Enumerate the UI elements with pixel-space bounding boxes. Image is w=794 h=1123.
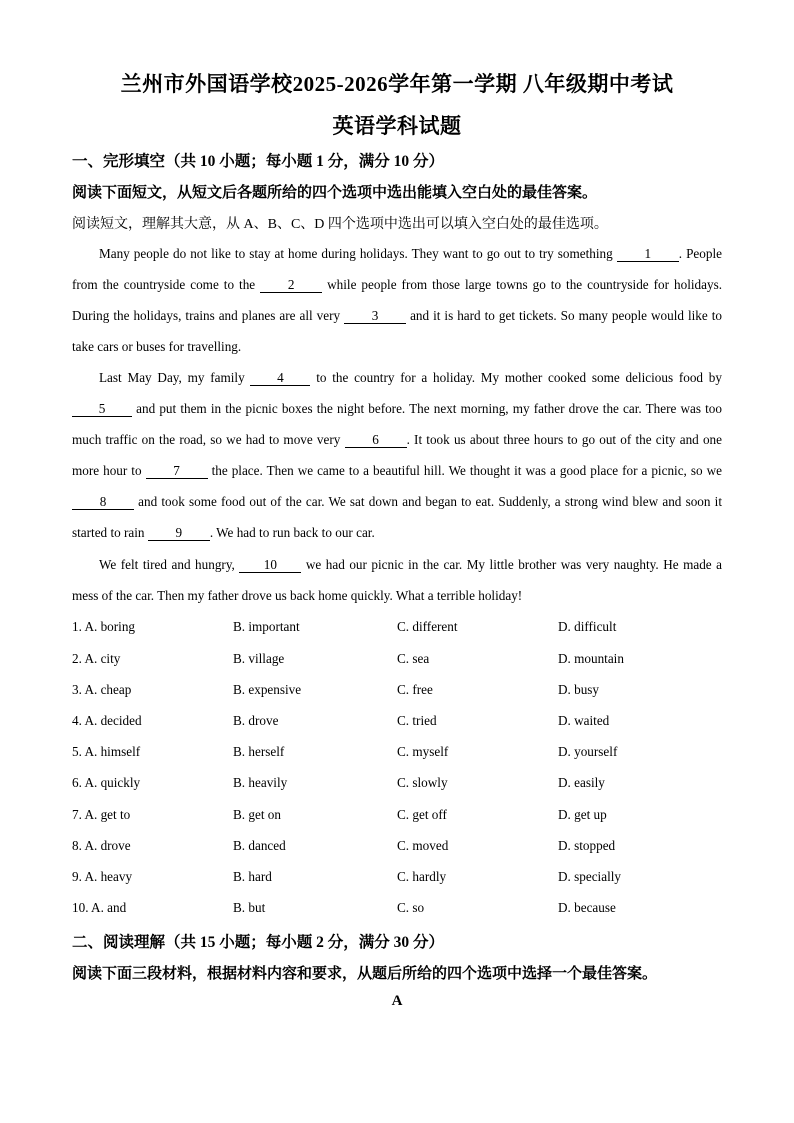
section1-instruction: 阅读下面短文，从短文后各题所给的四个选项中选出能填入空白处的最佳答案。: [72, 185, 598, 201]
p2-text-2: to the country for a holiday. My mother cooked some delicious food by: [310, 370, 722, 385]
exam-subtitle: 英语学科试题: [332, 114, 462, 138]
blank-4: 4: [250, 371, 310, 386]
section2-heading: 二、阅读理解（共 15 小题；每小题 2 分，满分 30 分）: [72, 934, 445, 951]
option-c: C. tried: [397, 713, 437, 728]
blank-10: 10: [239, 558, 301, 573]
p2-text-3: and put them in the picnic boxes the night before. The next morning, my father drove the car. There was too much traffic on the road, so we had to move very: [72, 401, 722, 448]
option-b: B. heavily: [233, 775, 288, 790]
passage-paragraph-3: [72, 549, 722, 611]
option-d: D. specially: [558, 869, 621, 884]
option-d: D. busy: [558, 682, 600, 697]
option-b: B. hard: [233, 869, 272, 884]
option-a: 4. A. decided: [72, 713, 142, 728]
blank-9: 9: [148, 526, 210, 541]
option-b: B. drove: [233, 713, 279, 728]
p1-text-2: . People from the countryside come to the: [72, 246, 722, 293]
option-c: C. get off: [397, 807, 447, 822]
option-c: C. sea: [397, 651, 430, 666]
blank-7: 7: [146, 464, 208, 479]
option-b: B. expensive: [233, 682, 302, 697]
question-row: [72, 744, 732, 764]
p3-text-1: We felt tired and hungry,: [99, 557, 240, 572]
option-d: D. because: [558, 900, 616, 915]
question-row: [72, 900, 732, 920]
question-row: [72, 682, 732, 702]
blank-1: 1: [617, 247, 679, 262]
p2-text-1: Last May Day, my family: [99, 370, 251, 385]
p2-text-7: . We had to run back to our car.: [209, 525, 375, 541]
option-c: C. free: [397, 682, 433, 697]
option-b: B. herself: [233, 744, 285, 759]
question-row: [72, 713, 732, 733]
blank-5: 5: [72, 402, 132, 417]
option-a: 6. A. quickly: [72, 775, 141, 790]
option-b: B. get on: [233, 807, 281, 822]
option-b: B. danced: [233, 838, 286, 853]
blank-2: 2: [260, 278, 322, 293]
p1-text-1: Many people do not like to stay at home during holidays. They want to go out to try something: [99, 246, 617, 261]
option-a: 2. A. city: [72, 651, 121, 666]
p1-text-4: and it is hard to get tickets. So many people would like to take cars or buses for travelling.: [72, 308, 722, 355]
option-c: C. different: [397, 619, 458, 634]
question-row: [72, 775, 732, 795]
passage-paragraph-2: [72, 362, 722, 549]
section1-heading: 一、完形填空（共 10 小题；每小题 1 分，满分 10 分）: [72, 153, 445, 170]
option-c: C. so: [397, 900, 425, 915]
question-row: [72, 651, 732, 671]
p2-text-4: . It took us about three hours to go out of the city and one more hour to: [72, 432, 722, 479]
blank-6: 6: [345, 433, 407, 448]
option-a: 7. A. get to: [72, 807, 131, 822]
question-row: [72, 838, 732, 858]
option-d: D. yourself: [558, 744, 618, 759]
p2-text-6: and took some food out of the car. We sat down and began to eat. Suddenly, a strong wind blew and soon it started to rain: [72, 494, 722, 541]
option-c: C. slowly: [397, 775, 448, 790]
option-c: C. myself: [397, 744, 449, 759]
p3-text-2: we had our picnic in the car. My little brother was very naughty. He made a mess of the car. Then my father drove us back home quickly. What a terrible holiday!: [72, 557, 722, 604]
question-row: [72, 869, 732, 889]
option-d: D. difficult: [558, 619, 617, 634]
option-d: D. mountain: [558, 651, 624, 666]
passage-paragraph-1: [72, 238, 722, 362]
option-b: B. important: [233, 619, 300, 634]
blank-3: 3: [344, 309, 406, 324]
option-a: 1. A. boring: [72, 619, 136, 634]
option-c: C. moved: [397, 838, 449, 853]
option-a: 8. A. drove: [72, 838, 131, 853]
option-b: B. village: [233, 651, 285, 666]
p1-text-3: while people from those large towns go to the countryside for holidays. During the holidays, trains and planes are all very: [72, 277, 722, 324]
passage-a-label: A: [391, 993, 403, 1009]
section2-instruction: 阅读下面三段材料，根据材料内容和要求，从题后所给的四个选项中选择一个最佳答案。: [72, 966, 658, 982]
option-b: B. but: [233, 900, 266, 915]
blank-8: 8: [72, 495, 134, 510]
option-a: 3. A. cheap: [72, 682, 132, 697]
option-a: 9. A. heavy: [72, 869, 133, 884]
p2-text-5: the place. Then we came to a beautiful hill. We thought it was a good place for a picnic, so we: [207, 463, 722, 479]
option-c: C. hardly: [397, 869, 447, 884]
option-d: D. stopped: [558, 838, 616, 853]
option-a: 5. A. himself: [72, 744, 141, 759]
option-d: D. get up: [558, 807, 607, 822]
option-d: D. easily: [558, 775, 605, 790]
option-a: 10. A. and: [72, 900, 127, 915]
question-row: [72, 807, 732, 827]
exam-title: 兰州市外国语学校2025-2026学年第一学期 八年级期中考试: [120, 72, 674, 96]
question-row: [72, 619, 732, 639]
section1-sub-instruction: 阅读短文，理解其大意，从 A、B、C、D 四个选项中选出可以填入空白处的最佳选项。: [72, 217, 608, 232]
option-d: D. waited: [558, 713, 610, 728]
